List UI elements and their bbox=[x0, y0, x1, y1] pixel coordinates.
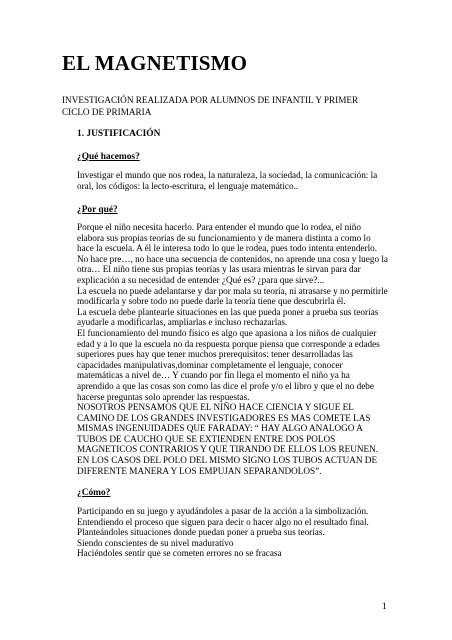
paragraph-que-hacemos bbox=[77, 170, 397, 191]
subtitle-line: INVESTIGACIÓN REALIZADA POR ALUMNOS DE INFANTIL Y PRIMER bbox=[62, 95, 359, 105]
question-heading-que-hacemos: ¿Qué hacemos? bbox=[77, 152, 140, 162]
text-line: otra… El niño tiene sus propias teorías y las usara mientras le sirvan para dar bbox=[77, 264, 361, 275]
document-title: EL MAGNETISMO bbox=[62, 51, 248, 75]
text-line: Porque el niño necesita hacerlo. Para entender el mundo que lo rodea, el niño bbox=[77, 222, 361, 232]
text-line: La escuela no puede adelantarse y dar por mala su teoría, ni atrasarse y no permitirle bbox=[77, 285, 388, 296]
text-line: ayudarle a modificarlas, ampliarlas e incluso rechazarlas. bbox=[77, 317, 288, 328]
text-line-uppercase: MISMAS INGENUIDADES QUE FARADAY: “ HAY ALGO ANALOGO A bbox=[77, 423, 363, 434]
text-line: modificarla y sobre todo no puede darle la teoría tiene que descubrirla él. bbox=[77, 296, 346, 307]
page-number: 1 bbox=[382, 602, 387, 612]
paragraph-por-que bbox=[77, 222, 397, 476]
text-line: oral, los códigos: la lecto-escritura, el lenguaje matemático.. bbox=[77, 180, 299, 191]
text-line: superiores pues hay que tener muchos prerequisitos: tener desarrolladas las bbox=[77, 349, 353, 360]
text-line-uppercase: EN LOS CASOS DEL POLO DEL MISMO SIGNO LOS TUBOS ACTUAN DE bbox=[77, 455, 378, 466]
text-line: edad y a lo que la escuela no da respuesta porque piensa que corresponde a edades bbox=[77, 338, 380, 349]
text-line: aprendido a que las cosas son como las dice el profe y/o el libro y que el no debe bbox=[77, 380, 374, 391]
text-line: No hace pre…, no hace una secuencia de contenidos, no aprende una cosa y luego la bbox=[77, 253, 388, 264]
text-line: Participando en su juego y ayudándoles a pasar de la acción a la simbolización. bbox=[77, 506, 369, 516]
text-line: Planteándoles situaciones donde puedan poner a prueba sus teorías. bbox=[77, 527, 325, 538]
text-line: explicación a su necesidad de entender ¿Qué es? ¿para que sirve?... bbox=[77, 274, 325, 285]
subtitle-line: CICLO DE PRIMARIA bbox=[62, 107, 152, 117]
section-heading-justificacion: 1. JUSTIFICACIÓN bbox=[77, 129, 161, 139]
text-line: Siendo conscientes de su nivel maduratívo bbox=[77, 537, 234, 548]
text-line-uppercase: DIFERENTE MANERA Y LOS EMPUJAN SEPARANDOLOS”. bbox=[77, 465, 322, 476]
text-line: capacidades manipulativas,dominar completamente el lenguaje, conocer bbox=[77, 359, 343, 370]
text-line: La escuela debe plantearle situaciones en las que pueda poner a prueba sus teorías bbox=[77, 306, 379, 317]
text-line: matemáticas a nivel de… Y cuando por fin llega el momento el niño ya ha bbox=[77, 370, 350, 381]
text-line-uppercase: TUBOS DE CAUCHO QUE SE EXTIENDEN ENTRE DOS POLOS bbox=[77, 433, 336, 444]
text-line: elabora sus propias teorías de su funcionamiento y de manera distinta a como lo bbox=[77, 232, 371, 243]
document-subtitle bbox=[62, 94, 392, 118]
paragraph-como bbox=[77, 506, 397, 559]
text-line: Investigar el mundo que nos rodea, la naturaleza, la sociedad, la comunicación: la bbox=[77, 170, 378, 180]
text-line: hacerse preguntas solo aprender las respuestas. bbox=[77, 391, 250, 402]
text-line-uppercase: CAMINO DE LOS GRANDES INVESTIGADORES ES MAS COMETE LAS bbox=[77, 412, 371, 423]
question-heading-por-que: ¿Por qué? bbox=[77, 205, 118, 215]
text-line: El funcionamiento del mundo físico es algo que apasiona a los niños de cualquier bbox=[77, 327, 377, 338]
text-line-uppercase: NOSOTROS PENSAMOS QUE EL NIÑO HACE CIENCIA Y SIGUE EL bbox=[77, 402, 354, 413]
text-line-uppercase: MAGNETICOS CONTRARIOS Y QUE TIRANDO DE ELLOS LOS REUNEN. bbox=[77, 444, 379, 455]
text-line: hace la escuela. A él le interesa todo lo que le rodea, pues todo intenta entenderlo. bbox=[77, 243, 378, 254]
text-line: Entendiendo el proceso que siguen para decir o hacer algo no el resultado final. bbox=[77, 516, 369, 527]
question-heading-como: ¿Cómo? bbox=[77, 488, 111, 498]
text-line: Haciéndoles sentir que se cometen errores no se fracasa bbox=[77, 548, 282, 559]
